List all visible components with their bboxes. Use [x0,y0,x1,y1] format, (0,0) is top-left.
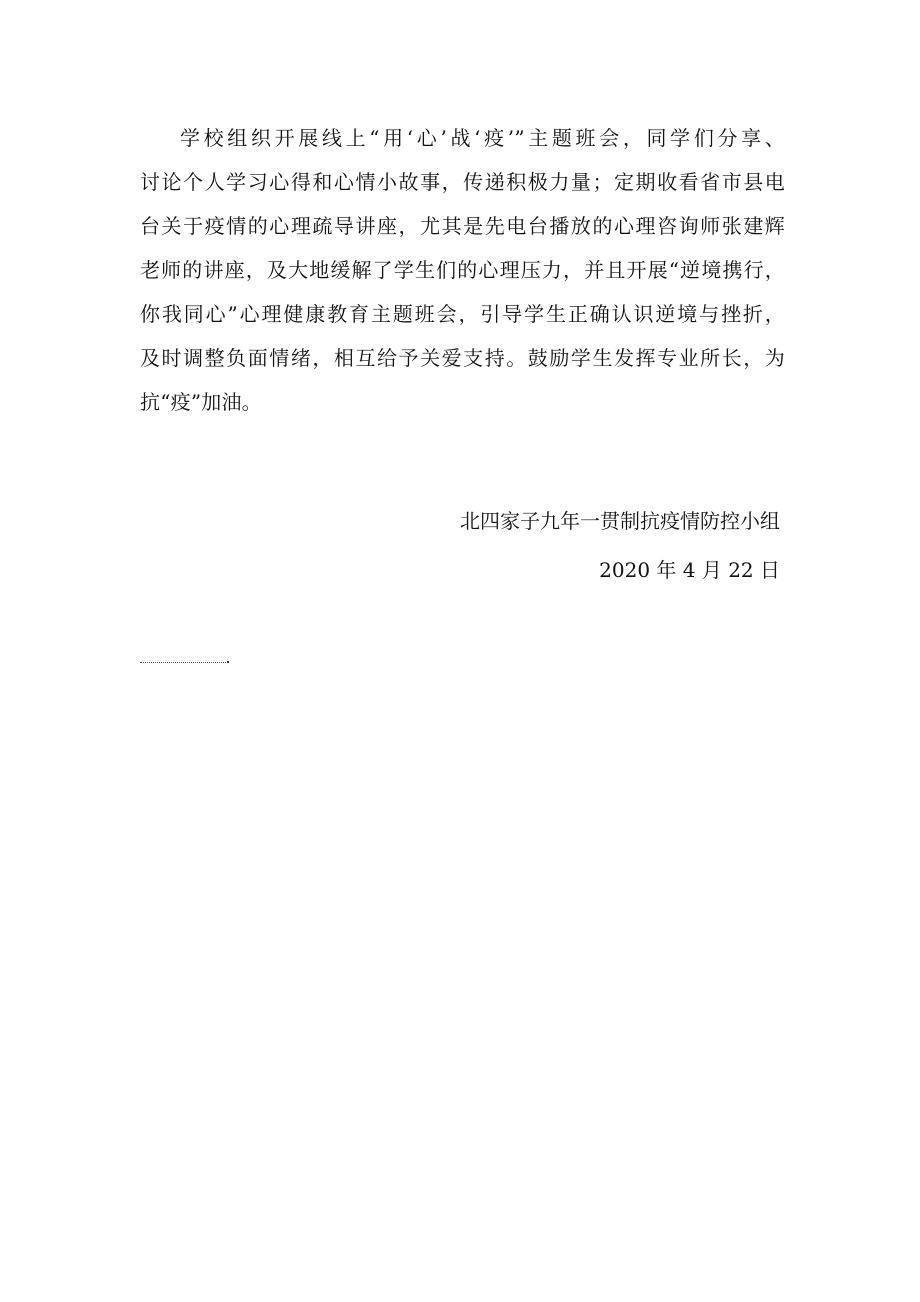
body-paragraph [140,116,785,424]
signature-date: 2020 年 4 月 22 日 [599,558,780,582]
paragraph-line-4: 老师的讲座，及大地缓解了学生们的心理压力，并且开展“逆境携行， [140,258,785,282]
paragraph-line-2: 讨论个人学习心得和心情小故事，传递积极力量；定期收看省市县电 [140,170,785,194]
paragraph-line-1: 学校组织开展线上“用‘心’战‘疫’”主题班会，同学们分享、 [180,126,785,150]
paragraph-line-7: 抗“疫”加油。 [140,390,262,414]
paragraph-line-3: 台关于疫情的心理疏导讲座，尤其是先电台播放的心理咨询师张建辉 [140,214,785,238]
paragraph-line-5: 你我同心”心理健康教育主题班会，引导学生正确认识逆境与挫折， [140,302,785,326]
signature-organization: 北四家子九年一贯制抗疫情防控小组 [460,509,780,533]
paragraph-line-6: 及时调整负面情绪，相互给予关爱支持。鼓励学生发挥专业所长，为 [140,346,785,370]
footnote-divider [140,662,226,663]
